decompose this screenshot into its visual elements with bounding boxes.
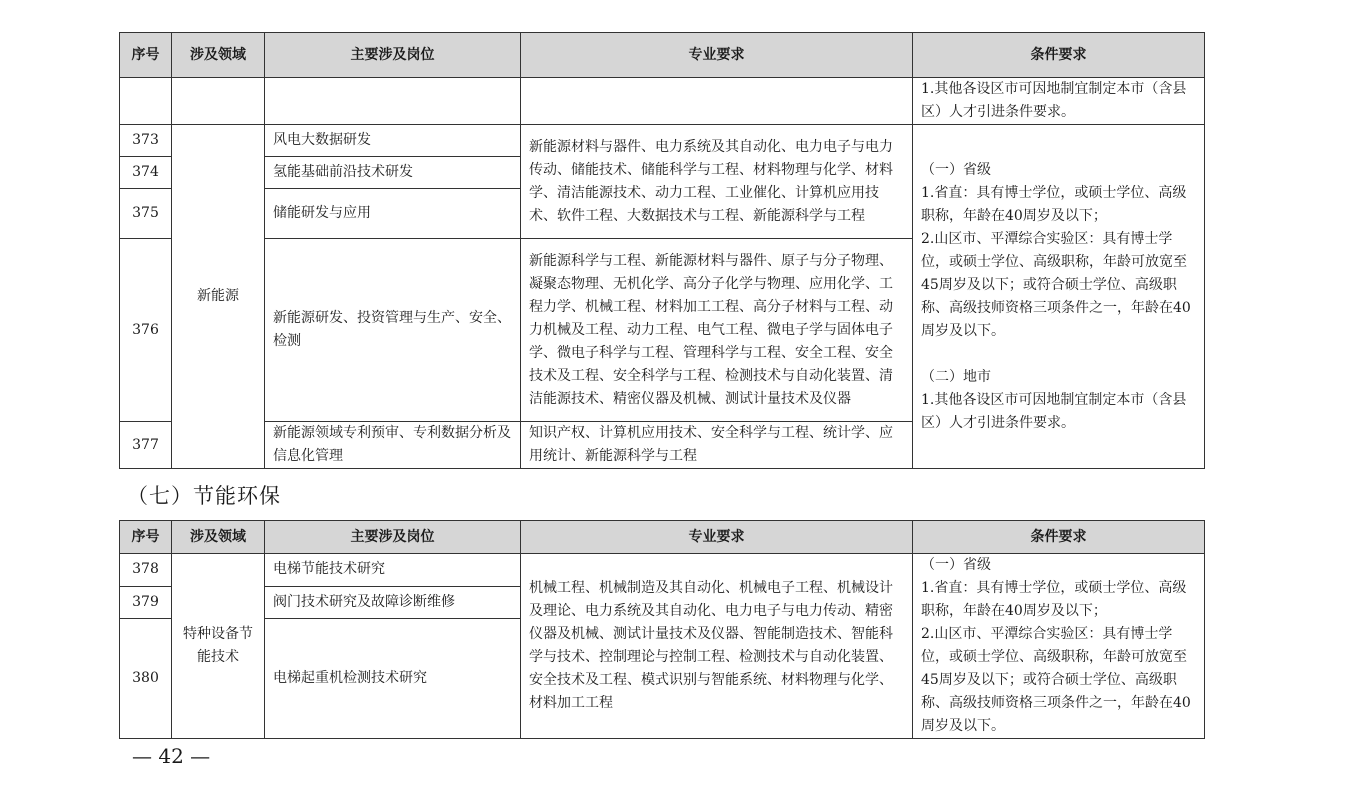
row-number: 379 — [120, 586, 172, 619]
table-row — [120, 554, 1205, 587]
header-major: 专业要求 — [521, 33, 913, 78]
table-row — [120, 125, 1205, 157]
talent-table-new-energy — [119, 32, 1205, 469]
condition-cell-continued: 1.其他各设区市可因地制宜制定本市（含县区）人才引进条件要求。 — [913, 78, 1205, 125]
row-number: 373 — [120, 125, 172, 157]
post-cell: 阀门技术研究及故障诊断维修 — [265, 586, 521, 619]
row-number: 374 — [120, 157, 172, 189]
major-cell: 新能源材料与器件、电力系统及其自动化、电力电子与电力传动、储能技术、储能科学与工程、材料物理与化学、材料学、清洁能源技术、动力工程、工业催化、计算机应用技术、软件工程、大数据技术与工程、新能源科学与工程 — [521, 125, 913, 239]
table-header-row — [120, 521, 1205, 554]
talent-table-energy-saving — [119, 520, 1205, 739]
header-post: 主要涉及岗位 — [265, 33, 521, 78]
header-seq: 序号 — [120, 33, 172, 78]
row-number: 376 — [120, 239, 172, 422]
post-cell: 新能源领域专利预审、专利数据分析及信息化管理 — [265, 422, 521, 469]
header-field: 涉及领域 — [172, 521, 265, 554]
row-number: 375 — [120, 189, 172, 239]
major-cell: 新能源科学与工程、新能源材料与器件、原子与分子物理、凝聚态物理、无机化学、高分子化学与物理、应用化学、工程力学、机械工程、材料加工工程、高分子材料与工程、动力机械及工程、动力工程、电气工程、微电子学与固体电子学、微电子科学与工程、管理科学与工程、安全工程、安全技术及工程、安全科学与工程、检测技术与自动化装置、清洁能源技术、精密仪器及机械、测试计量技术及仪器 — [521, 239, 913, 422]
header-post: 主要涉及岗位 — [265, 521, 521, 554]
header-condition: 条件要求 — [913, 33, 1205, 78]
empty-cell — [120, 78, 172, 125]
condition-cell — [913, 125, 1205, 469]
condition-cell — [913, 554, 1205, 739]
row-number: 380 — [120, 619, 172, 739]
header-field: 涉及领域 — [172, 33, 265, 78]
table-header-row — [120, 33, 1205, 78]
table-row-continued — [120, 78, 1205, 125]
post-cell: 新能源研发、投资管理与生产、安全、检测 — [265, 239, 521, 422]
post-cell: 电梯起重机检测技术研究 — [265, 619, 521, 739]
row-number: 378 — [120, 554, 172, 587]
post-cell: 储能研发与应用 — [265, 189, 521, 239]
post-cell: 氢能基础前沿技术研发 — [265, 157, 521, 189]
section-title: （七）节能环保 — [127, 484, 281, 508]
post-cell: 电梯节能技术研究 — [265, 554, 521, 587]
post-cell: 风电大数据研发 — [265, 125, 521, 157]
empty-cell — [265, 78, 521, 125]
header-major: 专业要求 — [521, 521, 913, 554]
condition-text: （一）省级 1.省直：具有博士学位，或硕士学位、高级职称，年龄在40周岁及以下； 2.山区市、平潭综合实验区：具有博士学位，或硕士学位、高级职称，年龄可放宽至45周岁及以下；或符合硕士学位、高级职称、高级技师资格三项条件之一，年龄在40周岁及以下。 — [921, 557, 1191, 734]
field-cell: 新能源 — [172, 125, 265, 469]
major-cell: 知识产权、计算机应用技术、安全科学与工程、统计学、应用统计、新能源科学与工程 — [521, 422, 913, 469]
page-number: — 42 — — [132, 744, 211, 768]
empty-cell — [521, 78, 913, 125]
row-number: 377 — [120, 422, 172, 469]
header-condition: 条件要求 — [913, 521, 1205, 554]
field-cell: 特种设备节能技术 — [172, 554, 265, 739]
empty-cell — [172, 78, 265, 125]
header-seq: 序号 — [120, 521, 172, 554]
condition-text: （一）省级 1.省直：具有博士学位，或硕士学位、高级职称，年龄在40周岁及以下； 2.山区市、平潭综合实验区：具有博士学位，或硕士学位、高级职称，年龄可放宽至45周岁及以下；或符合硕士学位、高级职称、高级技师资格三项条件之一，年龄在40周岁及以下。 （二）地市 1.其他各设区市可因地制宜制定本市（含县区）人才引进条件要求。 — [921, 161, 1191, 431]
major-cell: 机械工程、机械制造及其自动化、机械电子工程、机械设计及理论、电力系统及其自动化、电力电子与电力传动、精密仪器及机械、测试计量技术及仪器、智能制造技术、智能科学与技术、控制理论与控制工程、检测技术与自动化装置、安全技术及工程、模式识别与智能系统、材料物理与化学、材料加工工程 — [521, 554, 913, 739]
